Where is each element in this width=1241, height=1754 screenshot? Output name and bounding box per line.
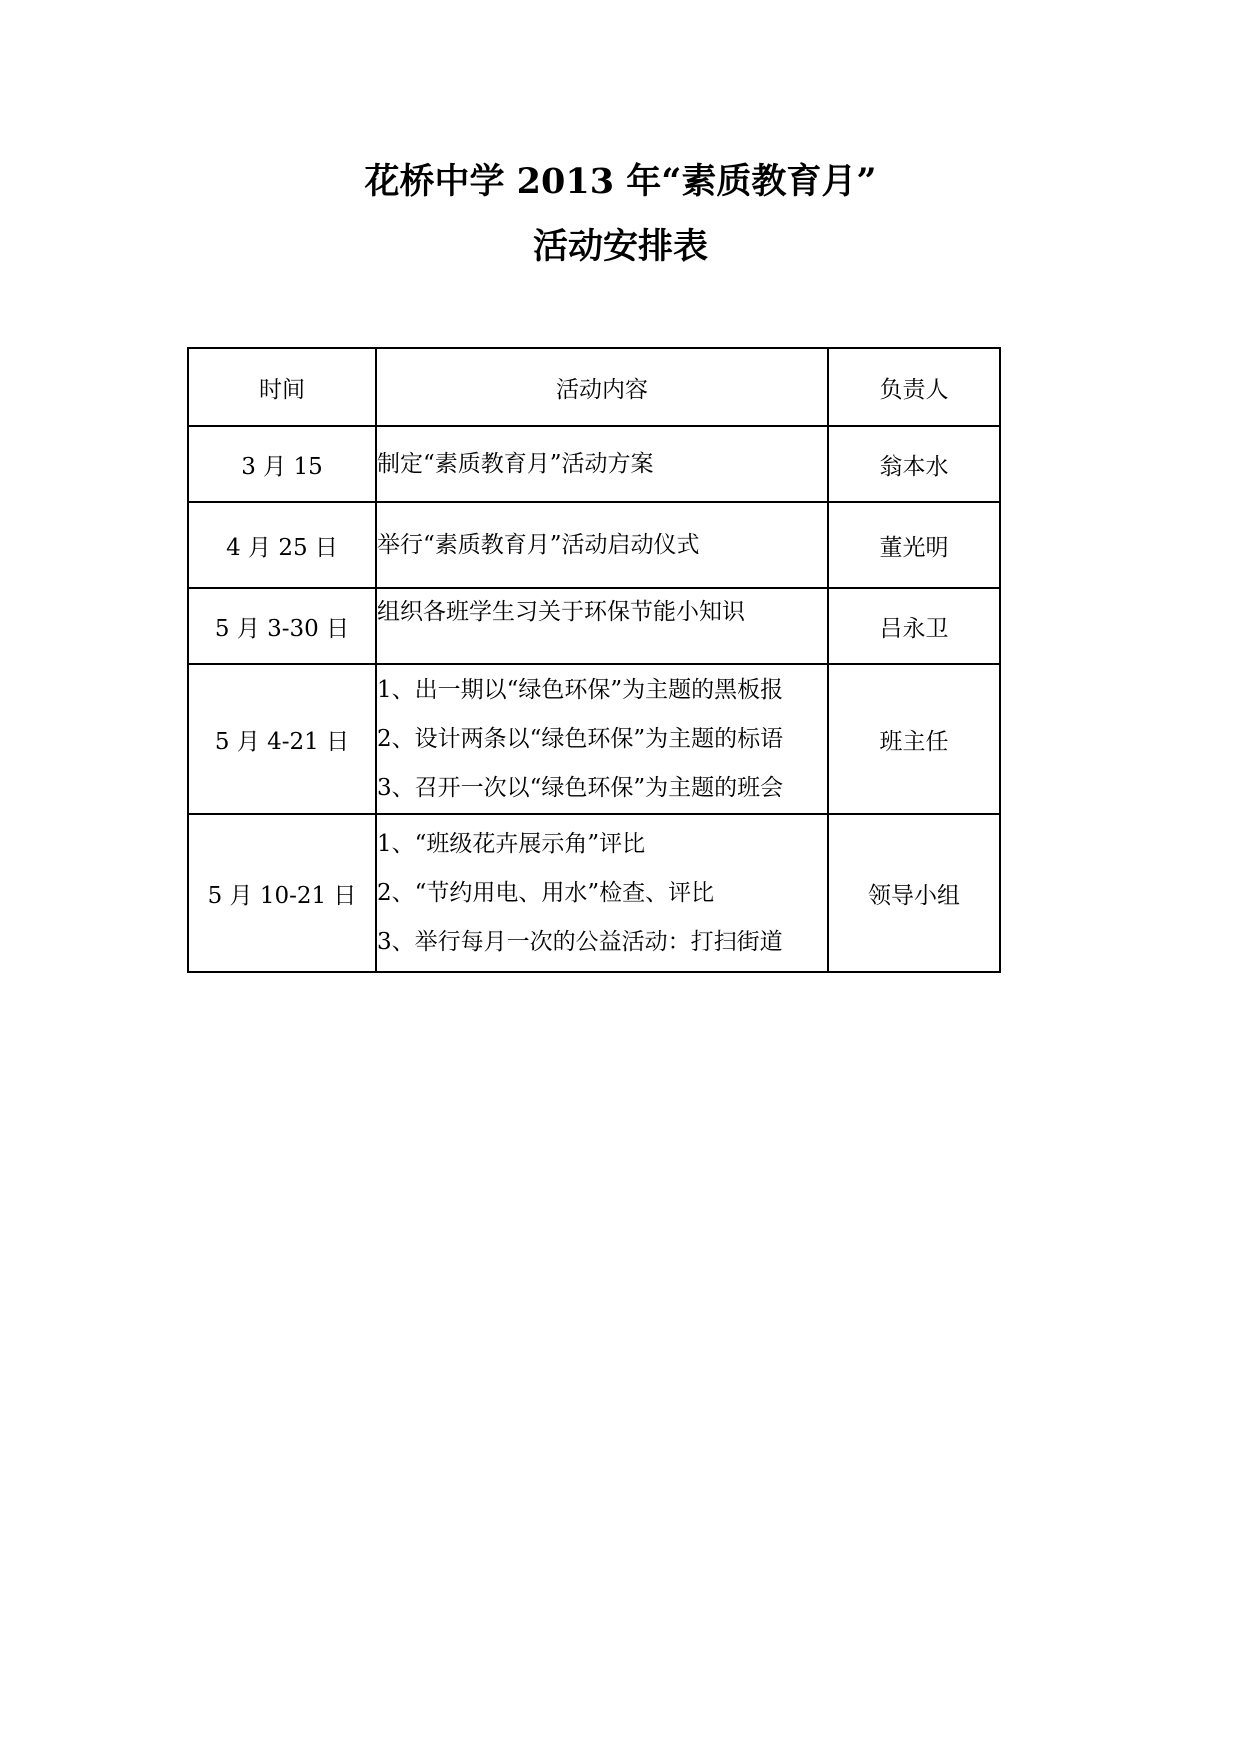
content-line: 1、“班级花卉展示角”评比: [377, 830, 646, 857]
content-cell: [376, 664, 828, 814]
content-cell: [376, 426, 828, 502]
content-line: 2、设计两条以“绿色环保”为主题的标语: [377, 725, 784, 752]
time-cell: 5 月 10-21 日: [188, 814, 376, 972]
owner-cell: 吕永卫: [828, 588, 1000, 664]
table-row: [188, 588, 1000, 664]
content-cell: [376, 814, 828, 972]
content-line: 3、举行每月一次的公益活动：打扫街道: [377, 928, 783, 955]
content-line: 举行“素质教育月”活动启动仪式: [377, 531, 700, 558]
time-cell: 3 月 15: [188, 426, 376, 502]
table-row: [188, 664, 1000, 814]
table-row: [188, 502, 1000, 588]
content-cell: [376, 502, 828, 588]
content-line: 3、召开一次以“绿色环保”为主题的班会: [377, 774, 784, 801]
schedule-table: [187, 347, 1001, 973]
time-cell: 5 月 3-30 日: [188, 588, 376, 664]
header-content: 活动内容: [376, 348, 828, 426]
content-line: 1、出一期以“绿色环保”为主题的黑板报: [377, 676, 784, 703]
owner-cell: 翁本水: [828, 426, 1000, 502]
table-row: [188, 814, 1000, 972]
content-line: 组织各班学生习关于环保节能小知识: [377, 599, 745, 625]
owner-cell: 班主任: [828, 664, 1000, 814]
owner-cell: 董光明: [828, 502, 1000, 588]
owner-cell: 领导小组: [828, 814, 1000, 972]
document-subtitle: 活动安排表: [532, 226, 708, 267]
header-time: 时间: [188, 348, 376, 426]
header-owner: 负责人: [828, 348, 1000, 426]
table-row: [188, 426, 1000, 502]
document-title: 花桥中学 2013 年“素质教育月”: [364, 161, 877, 202]
content-line: 2、“节约用电、用水”检查、评比: [377, 879, 715, 906]
table-header-row: [188, 348, 1000, 426]
time-cell: 4 月 25 日: [188, 502, 376, 588]
time-cell: 5 月 4-21 日: [188, 664, 376, 814]
content-cell: [376, 588, 828, 664]
content-line: 制定“素质教育月”活动方案: [377, 450, 654, 477]
